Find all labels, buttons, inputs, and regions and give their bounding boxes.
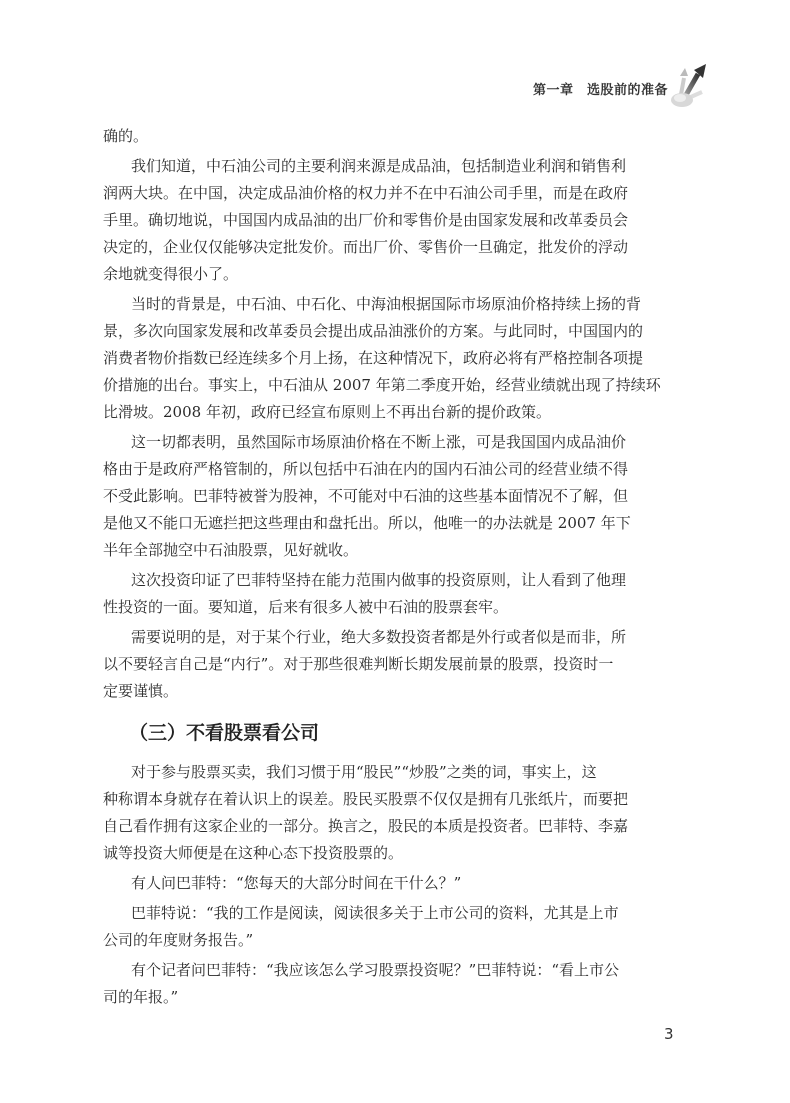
paragraph bbox=[103, 123, 578, 150]
text-line: 确的。 bbox=[103, 127, 149, 145]
text-line: 对于参与股票买卖，我们习惯于用“股民”“炒股”之类的词，事实上，这 bbox=[131, 763, 597, 781]
page-number: 3 bbox=[664, 1025, 674, 1043]
text-line: 诚等投资大师便是在这种心态下投资股票的。 bbox=[103, 844, 404, 862]
text-line: 有人问巴菲特：“您每天的大部分时间在干什么？” bbox=[131, 874, 462, 892]
text-line: 我们知道，中石油公司的主要利润来源是成品油，包括制造业利润和销售利 bbox=[131, 157, 627, 175]
text-line: 当时的背景是，中石油、中石化、中海油根据国际市场原油价格持续上扬的背 bbox=[131, 295, 642, 313]
paragraph bbox=[103, 900, 619, 954]
text-line: 这一切都表明，虽然国际市场原油价格在不断上涨，可是我国国内成品油价 bbox=[131, 433, 627, 451]
text-line: 决定的，企业仅仅能够决定批发价。而出厂价、零售价一旦确定，批发价的浮动 bbox=[103, 238, 629, 256]
body-text bbox=[103, 120, 661, 1011]
text-line: 景，多次向国家发展和改革委员会提出成品油涨价的方案。与此同时，中国国内的 bbox=[103, 322, 644, 340]
text-line: 种称谓本身就存在着认识上的误差。股民买股票不仅仅是拥有几张纸片，而要把 bbox=[103, 790, 629, 808]
text-line: 价措施的出台。事实上，中石油从 2007 年第二季度开始，经营业绩就出现了持续环 bbox=[103, 376, 661, 394]
paragraph bbox=[103, 567, 627, 621]
text-line: 手里。确切地说，中国国内成品油的出厂价和零售价是由国家发展和改革委员会 bbox=[103, 211, 629, 229]
paragraph bbox=[103, 624, 627, 705]
running-header bbox=[500, 62, 712, 112]
text-line: 格由于是政府严格管制的，所以包括中石油在内的国内石油公司的经营业绩不得 bbox=[103, 460, 629, 478]
text-line: 以不要轻言自己是“内行”。对于那些很难判断长期发展前景的股票，投资时一 bbox=[103, 655, 614, 673]
paragraph bbox=[103, 153, 629, 288]
section-heading: （三）不看股票看公司 bbox=[129, 722, 320, 744]
text-line: 公司的年度财务报告。” bbox=[103, 931, 254, 949]
paragraph bbox=[103, 429, 631, 564]
text-line: 司的年报。” bbox=[103, 988, 179, 1006]
text-line: 不受此影响。巴菲特被誉为股神，不可能对中石油的这些基本面情况不了解，但 bbox=[103, 487, 629, 505]
text-line: 是他又不能口无遮拦把这些理由和盘托出。所以，他唯一的办法就是 2007 年下 bbox=[103, 514, 631, 532]
paragraph bbox=[103, 759, 629, 867]
text-line: 消费者物价指数已经连续多个月上扬，在这种情况下，政府必将有严格控制各项提 bbox=[103, 349, 644, 367]
chapter-title: 第一章 选股前的准备 bbox=[532, 83, 668, 98]
text-line: 有个记者问巴菲特：“我应该怎么学习股票投资呢？”巴菲特说：“看上市公 bbox=[131, 961, 620, 979]
paragraph bbox=[103, 957, 620, 1011]
text-line: 润两大块。在中国，决定成品油价格的权力并不在中石油公司手里，而是在政府 bbox=[103, 184, 629, 202]
text-line: 比滑坡。2008 年初，政府已经宣布原则上不再出台新的提价政策。 bbox=[103, 403, 551, 421]
text-line: 需要说明的是，对于某个行业，绝大多数投资者都是外行或者似是而非，所 bbox=[131, 628, 627, 646]
text-line: 性投资的一面。要知道，后来有很多人被中石油的股票套牢。 bbox=[103, 598, 509, 616]
rising-arrows-icon bbox=[668, 62, 710, 110]
text-line: 这次投资印证了巴菲特坚持在能力范围内做事的投资原则，让人看到了他理 bbox=[131, 571, 627, 589]
text-line: 巴菲特说：“我的工作是阅读，阅读很多关于上市公司的资料，尤其是上市 bbox=[131, 904, 619, 922]
text-line: 定要谨慎。 bbox=[103, 682, 179, 700]
text-line: 半年全部抛空中石油股票，见好就收。 bbox=[103, 541, 359, 559]
paragraph bbox=[103, 291, 661, 426]
text-line: 余地就变得很小了。 bbox=[103, 265, 239, 283]
text-line: 自己看作拥有这家企业的一部分。换言之，股民的本质是投资者。巴菲特、李嘉 bbox=[103, 817, 629, 835]
paragraph bbox=[103, 870, 578, 897]
